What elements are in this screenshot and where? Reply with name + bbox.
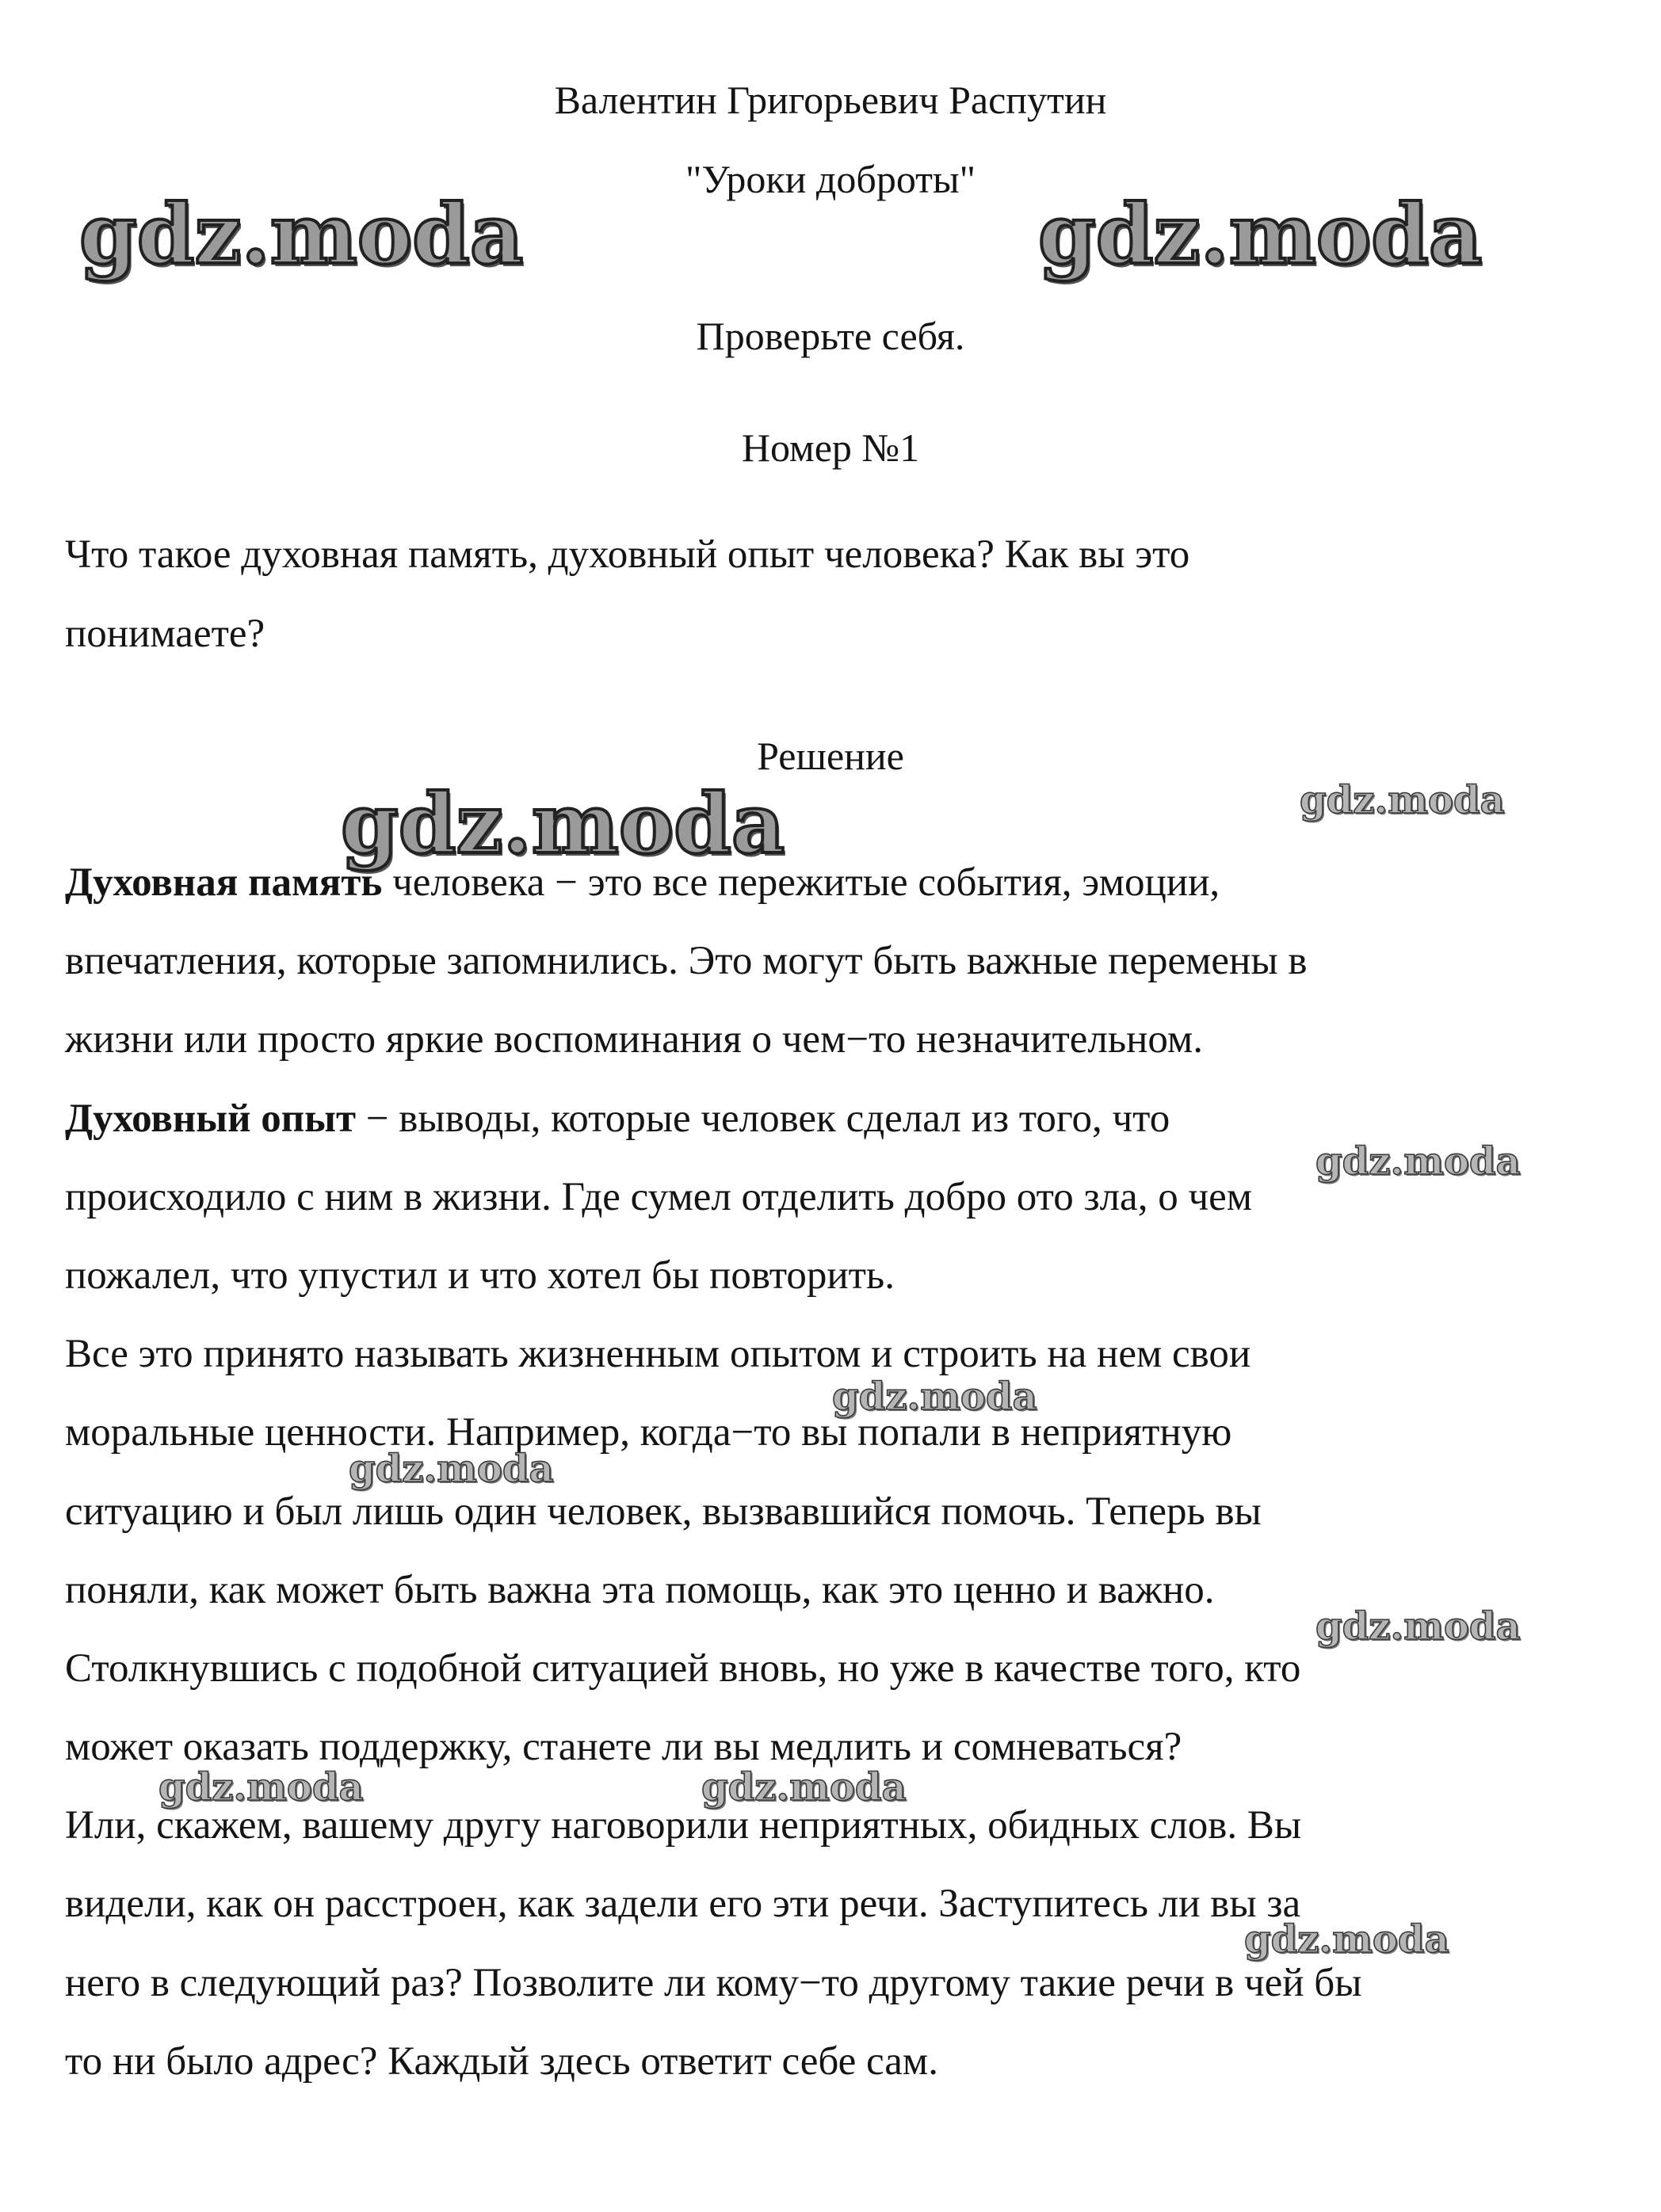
answer-line: моральные ценности. Например, когда−то вы попали в неприятную — [65, 1410, 1232, 1455]
answer-line: поняли, как может быть важна эта помощь, как это ценно и важно. — [65, 1567, 1215, 1612]
watermark-logo: gdz.moda — [349, 1447, 554, 1491]
answer-text — [65, 844, 1602, 2101]
watermark-logo: gdz.moda — [832, 1375, 1037, 1419]
answer-line: впечатления, которые запомнились. Это могут быть важные перемены в — [65, 939, 1308, 984]
answer-line: пожалел, что упустил и что хотел бы повторить. — [65, 1253, 895, 1298]
watermark-logo: gdz.moda — [1300, 778, 1505, 822]
answer-line: Все это принято называть жизненным опытом и строить на нем свои — [65, 1332, 1251, 1377]
answer-line: него в следующий раз? Позволите ли кому−то другому такие речи в чей бы — [65, 1960, 1362, 2005]
answer-line: может оказать поддержку, станете ли вы медлить и сомневаться? — [65, 1725, 1182, 1770]
answer-line: Или, скажем, вашему другу наговорили неприятных, обидных слов. Вы — [65, 1803, 1302, 1848]
answer-line: Духовный опыт − выводы, которые человек сделал из того, что — [65, 1096, 1170, 1141]
watermark-logo: gdz.moda — [79, 185, 524, 283]
answer-line: происходило с ним в жизни. Где сумел отделить добро ото зла, о чем — [65, 1174, 1253, 1219]
watermark-logo: gdz.moda — [1244, 1917, 1449, 1962]
watermark-logo: gdz.moda — [1315, 1139, 1521, 1184]
answer-line: ситуацию и был лишь один человек, вызвавшийся помочь. Теперь вы — [65, 1489, 1262, 1534]
task-number: Номер №1 — [741, 425, 920, 470]
watermark-logo: gdz.moda — [701, 1765, 907, 1810]
answer-line: жизни или просто яркие воспоминания о чем−то незначительном. — [65, 1017, 1203, 1062]
answer-line: видели, как он расстроен, как задели его эти речи. Заступитесь ли вы за — [65, 1882, 1301, 1927]
question-line: Что такое духовная память, духовный опыт человека? Как вы это — [65, 532, 1190, 577]
watermark-logo: gdz.moda — [341, 775, 785, 872]
watermark-logo: gdz.moda — [1038, 185, 1483, 283]
watermark-logo: gdz.moda — [1315, 1604, 1521, 1649]
answer-line: то ни было адрес? Каждый здесь ответит себе сам. — [65, 2038, 938, 2084]
author-name: Валентин Григорьевич Распутин — [554, 78, 1107, 122]
term-spiritual-memory: Духовная память — [65, 860, 383, 905]
section-title: Проверьте себя. — [696, 314, 965, 358]
solution-heading: Решение — [757, 734, 904, 778]
term-spiritual-experience: Духовный опыт — [65, 1096, 357, 1141]
answer-line: Духовная память человека − это все пережитые события, эмоции, — [65, 860, 1220, 905]
question-text — [65, 515, 1602, 673]
watermark-logo: gdz.moda — [158, 1765, 364, 1810]
question-line: понимаете? — [65, 612, 265, 656]
work-title: "Уроки доброты" — [685, 157, 976, 201]
answer-line: Столкнувшись с подобной ситуацией вновь, но уже в качестве того, кто — [65, 1646, 1301, 1691]
